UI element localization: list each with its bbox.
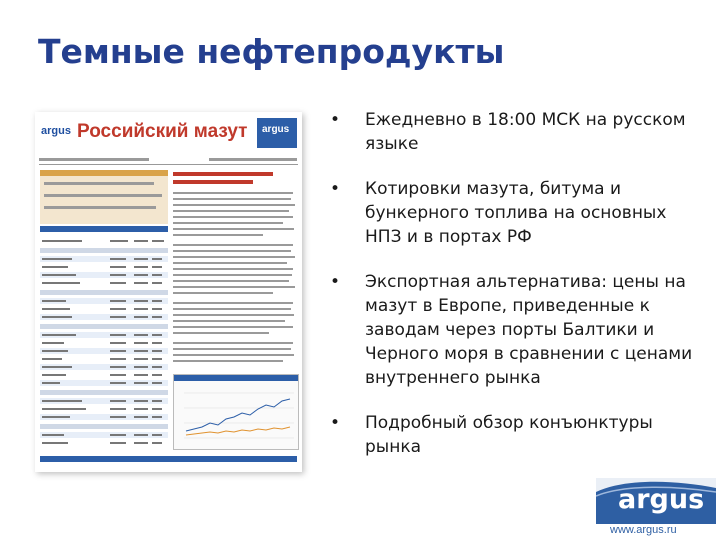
argus-logo xyxy=(596,478,716,524)
bullet-item xyxy=(330,411,702,459)
bullet-dot-icon: • xyxy=(330,272,341,292)
bullet-dot-icon: • xyxy=(330,110,341,130)
report-mini-chart xyxy=(173,374,299,450)
bullet-text: Ежедневно в 18:00 МСК на русском языке xyxy=(365,110,686,154)
logo-text: argus xyxy=(618,484,705,515)
website-link[interactable]: www.argus.ru xyxy=(610,524,677,536)
report-logo-text: argus xyxy=(262,124,290,135)
report-logo xyxy=(257,118,297,148)
report-header xyxy=(35,112,302,150)
bullet-text: Котировки мазута, битума и бункерного топлива на основных НПЗ и в портах РФ xyxy=(365,179,667,247)
report-summary-header xyxy=(40,170,168,176)
report-dateline xyxy=(39,156,298,165)
report-price-table xyxy=(40,230,168,452)
report-title: Российский мазут xyxy=(77,121,248,142)
bullet-dot-icon: • xyxy=(330,179,341,199)
bullet-list xyxy=(330,108,702,480)
bullet-text: Экспортная альтернатива: цены на мазут в Европе, приведенные к заводам через порты Балтики и Черного моря в сравнении с ценами внутреннего рынка xyxy=(365,272,693,388)
bullet-item xyxy=(330,177,702,249)
report-mini-chart-lines xyxy=(174,383,298,449)
bullet-item xyxy=(330,108,702,156)
slide-title: Темные нефтепродукты xyxy=(38,32,505,71)
report-brand: argus xyxy=(41,125,71,137)
report-article-headline xyxy=(173,170,297,188)
bullet-text: Подробный обзор конъюнктуры рынка xyxy=(365,413,653,457)
report-summary-box xyxy=(40,170,168,224)
bullet-dot-icon: • xyxy=(330,413,341,433)
report-thumbnail xyxy=(35,112,302,472)
bullet-item xyxy=(330,270,702,390)
report-footer-bar xyxy=(40,456,297,462)
